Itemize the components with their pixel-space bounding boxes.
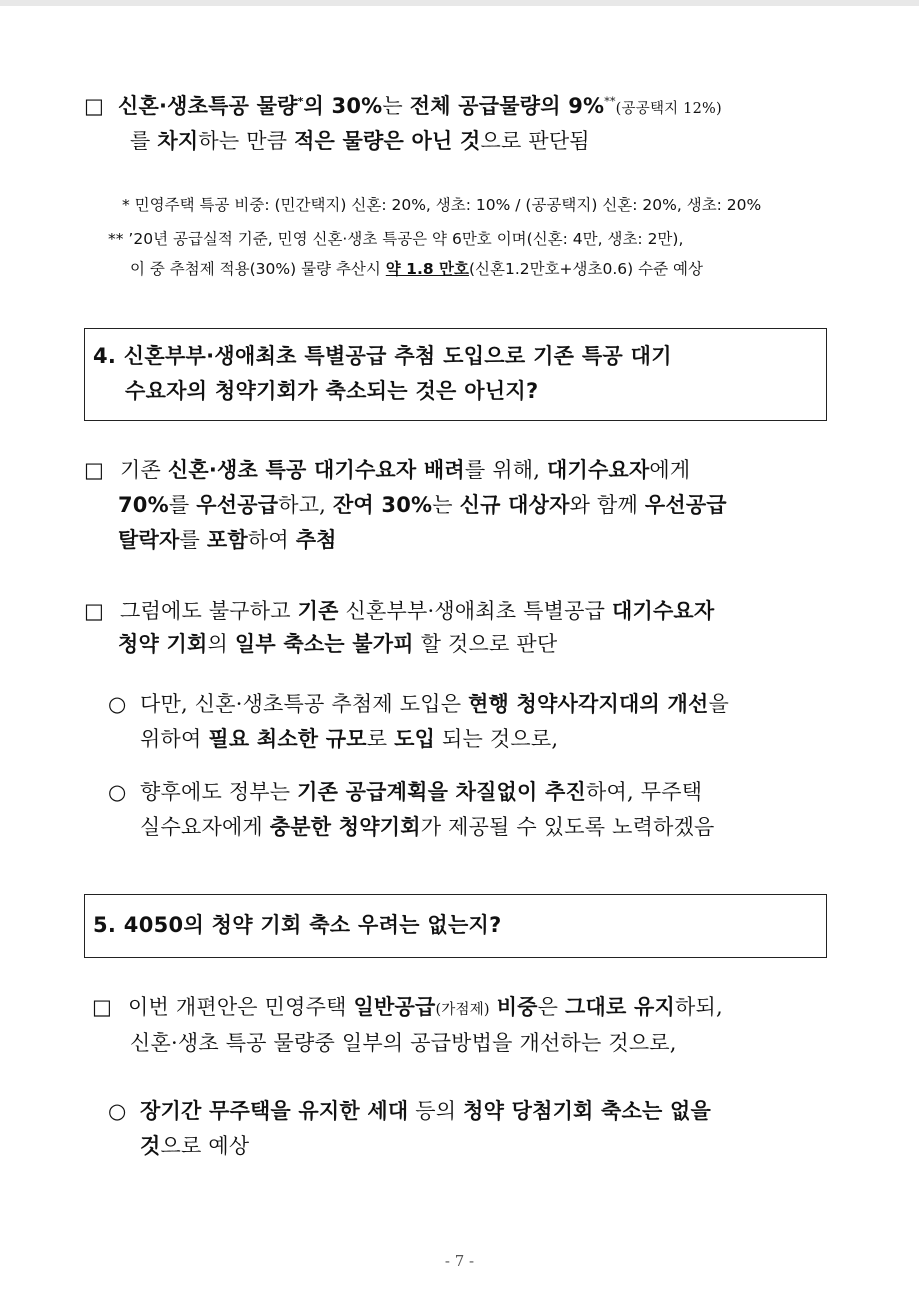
footnote-2 — [108, 228, 683, 250]
p1-line-1 — [118, 92, 722, 123]
footnote-1 — [122, 194, 761, 216]
text-run: 하되, — [675, 995, 723, 1019]
text-run: 를 — [130, 129, 158, 153]
text-run: 등의 — [408, 1099, 464, 1123]
text-run: 을 — [708, 692, 729, 716]
text-run: 에게 — [649, 458, 691, 482]
text-run: 하여, 무주택 — [586, 780, 703, 804]
text-run: 신혼·생초 특공 대기수요자 배려 — [167, 458, 465, 482]
text-run: 하는 만큼 — [198, 129, 295, 153]
text-run: 기존 — [120, 458, 168, 482]
top-edge-bar — [0, 0, 919, 6]
text-run: 신혼부부·생애최초 특별공급 — [338, 599, 612, 623]
s2-line-2 — [140, 813, 715, 841]
square-bullet: □ — [84, 94, 105, 118]
p4-line-1 — [128, 993, 723, 1024]
text-run: 할 것으로 판단 — [413, 632, 558, 656]
text-run: 를 — [179, 528, 207, 552]
text-run: 그대로 유지 — [565, 995, 675, 1019]
text-run: 의 30% — [303, 94, 383, 118]
text-run: 필요 최소한 규모 — [208, 727, 367, 751]
text-run: 가 제공될 수 있도록 노력하겠음 — [420, 815, 715, 839]
text-run: 약 1.8 만호 — [385, 260, 469, 278]
p1-line-2 — [130, 127, 590, 155]
text-run: 향후에도 정부는 — [140, 780, 298, 804]
circle-bullet: ○ — [108, 780, 127, 804]
question-5-box — [84, 894, 827, 958]
text-run: 수요자의 청약기회가 축소되는 것은 아닌지? — [125, 379, 539, 403]
text-run: 장기간 무주택을 유지한 세대 — [140, 1099, 409, 1123]
text-run: 위하여 — [140, 727, 209, 751]
text-run: 의 — [207, 632, 235, 656]
text-run: 그럼에도 불구하고 — [120, 599, 298, 623]
text-run: 청약 당첨기회 축소는 없을 — [463, 1099, 711, 1123]
text-run: 잔여 30% — [332, 493, 433, 517]
text-run: (가점제) — [435, 1002, 490, 1018]
text-run: 는 — [382, 94, 410, 118]
footnote-3 — [130, 258, 703, 280]
s3-line-2 — [140, 1132, 249, 1160]
text-run: 전체 공급물량의 9% — [409, 94, 605, 118]
s2-line-1 — [140, 778, 702, 806]
text-run: 대기수요자 — [611, 599, 715, 623]
text-run: 하고, — [278, 493, 333, 517]
text-run: 다만, 신혼·생초특공 추첨제 도입은 — [140, 692, 469, 716]
text-run: 비중 — [496, 995, 538, 1019]
question-4-box — [84, 328, 827, 421]
text-run: 를 — [168, 493, 197, 517]
text-run: 우선공급 — [644, 493, 727, 517]
p2-line-3 — [118, 526, 337, 554]
s1-line-2 — [140, 725, 558, 753]
circle-bullet: ○ — [108, 692, 127, 716]
text-run: 로 — [366, 727, 395, 751]
text-run: (공공택지 12%) — [615, 101, 722, 117]
text-run: 충분한 청약기회 — [269, 815, 421, 839]
text-run: 는 — [432, 493, 460, 517]
s1-line-1 — [140, 690, 729, 718]
text-run: 5. 4050의 청약 기회 축소 우려는 없는지? — [93, 913, 502, 937]
s3-line-1 — [140, 1097, 711, 1125]
text-run: 일부 축소는 불가피 — [234, 632, 414, 656]
text-run: 으로 예상 — [160, 1134, 250, 1158]
text-run: 포함 — [206, 528, 248, 552]
text-run: 신혼·생초 특공 물량중 일부의 공급방법을 개선하는 것으로, — [130, 1031, 677, 1055]
text-run: 70% — [118, 493, 169, 517]
text-run: 일반공급 — [353, 995, 436, 1019]
text-run: 와 함께 — [569, 493, 645, 517]
q4-line-2 — [125, 377, 538, 405]
text-run: 대기수요자 — [546, 458, 650, 482]
text-run: 를 위해, — [464, 458, 547, 482]
p3-line-1 — [120, 597, 714, 625]
text-run: 이번 개편안은 민영주택 — [128, 995, 354, 1019]
text-run: 하여 — [247, 528, 296, 552]
q5-line-1 — [93, 911, 502, 939]
p3-line-2 — [118, 630, 557, 658]
text-run: 4. 신혼부부·생애최초 특별공급 추첨 도입으로 기존 특공 대기 — [93, 344, 672, 368]
text-run: 신규 대상자 — [459, 493, 570, 517]
text-run: 탈락자 — [118, 528, 180, 552]
circle-bullet: ○ — [108, 1099, 127, 1123]
text-run: 차지 — [157, 129, 199, 153]
page-number: - 7 - — [444, 1252, 475, 1270]
text-run: 으로 판단됨 — [480, 129, 590, 153]
square-bullet: □ — [92, 995, 113, 1019]
q4-line-1 — [93, 342, 672, 370]
text-run: 적은 물량은 아닌 것 — [294, 129, 481, 153]
text-run: 기존 공급계획을 차질없이 추진 — [297, 780, 587, 804]
text-run: 현행 청약사각지대의 개선 — [468, 692, 709, 716]
text-run: 추첨 — [295, 528, 337, 552]
text-run: (신혼1.2만호+생초0.6) 수준 예상 — [468, 260, 703, 278]
square-bullet: □ — [84, 599, 105, 623]
text-run: 실수요자에게 — [140, 815, 270, 839]
text-run: 되는 것으로, — [435, 727, 559, 751]
text-run: 기존 — [297, 599, 339, 623]
text-run: 이 중 추첨제 적용(30%) 물량 추산시 — [130, 260, 386, 278]
p4-line-2 — [130, 1029, 677, 1057]
text-run: ** — [604, 95, 616, 108]
text-run: * — [297, 95, 304, 108]
text-run: 것 — [140, 1134, 161, 1158]
text-run — [490, 995, 497, 1019]
text-run: 신혼·생초특공 물량 — [118, 94, 298, 118]
text-run: 청약 기회 — [118, 632, 208, 656]
p2-line-1 — [120, 456, 690, 484]
square-bullet: □ — [84, 458, 105, 482]
text-run: 우선공급 — [196, 493, 279, 517]
text-run: 은 — [537, 995, 566, 1019]
text-run: * 민영주택 특공 비중: (민간택지) 신혼: 20%, 생초: 10% / (공공택지) 신혼: 20%, 생초: 20% — [122, 196, 762, 214]
text-run: ** ’20년 공급실적 기준, 민영 신혼·생초 특공은 약 6만호 이며(신혼: 4만, 생초: 2만), — [108, 230, 684, 248]
text-run: 도입 — [394, 727, 436, 751]
p2-line-2 — [118, 491, 727, 519]
